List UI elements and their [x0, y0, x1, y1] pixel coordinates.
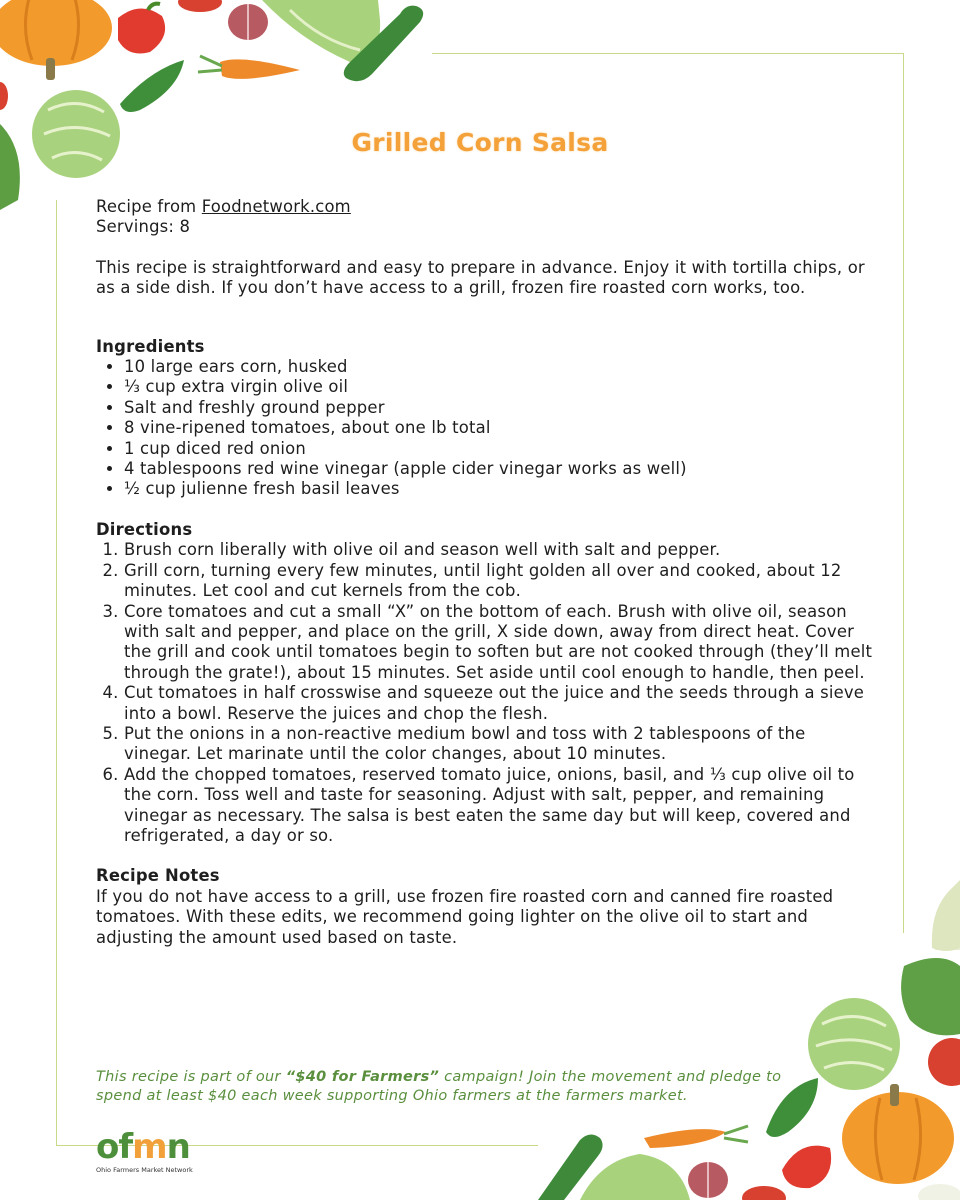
intro-text: This recipe is straightforward and easy to prepare in advance. Enjoy it with tortilla chips, or as a side dish. If you don’t have access to a grill, frozen fire roasted corn works, too. [96, 257, 865, 298]
green-pepper-icon [120, 60, 184, 112]
carrot-icon [198, 56, 300, 79]
campaign-note [96, 1068, 796, 1105]
lettuce-icon [901, 958, 960, 1035]
list-item: 6. Add the chopped tomatoes, reserved tomato juice, onions, basil, and ⅓ cup olive oil to the corn. Toss well and taste for seasoning. Adjust with salt, pepper, and remaining vinegar as necessary. The salsa is best eaten the same day but will keep, covered and refrigerated, a day or so. [124, 765, 876, 847]
directions-list [96, 540, 876, 846]
list-item: • 4 tablespoons red wine vinegar (apple cider vinegar works as well) [124, 459, 876, 479]
list-item: • 8 vine-ripened tomatoes, about one lb total [124, 418, 876, 438]
vegetable-illustration-top-left [0, 0, 440, 210]
servings: Servings: 8 [96, 217, 191, 237]
lettuce-icon [580, 1154, 690, 1200]
frame-left-line [56, 200, 57, 1145]
recipe-title: Grilled Corn Salsa [351, 128, 609, 157]
list-item: • ⅓ cup extra virgin olive oil [124, 377, 876, 397]
source-prefix: Recipe from [96, 197, 202, 216]
tomato-icon [742, 1186, 786, 1200]
recipe-content [96, 197, 876, 948]
campaign-name: “$40 for Farmers” [285, 1069, 440, 1085]
onion-icon [228, 4, 268, 40]
logo-tagline: Ohio Farmers Market Network [96, 1166, 193, 1174]
notes-text: If you do not have access to a grill, use frozen fire roasted corn and canned fire roasted tomatoes. With these edits, we recommend going lighter on the olive oil to start and adjusting the amount used based on taste. [96, 886, 834, 947]
tomato-icon [928, 1038, 960, 1086]
list-item: 1. Brush corn liberally with olive oil and season well with salt and pepper. [124, 540, 876, 560]
list-item: 2. Grill corn, turning every few minutes, until light golden all over and cooked, about 12 minutes. Let cool and cut kernels from the cob. [124, 561, 876, 602]
logo-part-2: m [132, 1127, 167, 1167]
notes-heading: Recipe Notes [96, 866, 220, 886]
list-item: 5. Put the onions in a non-reactive medium bowl and toss with 2 tablespoons of the vinegar. Let marinate until the color changes, about 10 minutes. [124, 724, 876, 765]
red-pepper-icon [782, 1146, 831, 1189]
directions-heading: Directions [96, 519, 193, 539]
logo-part-3: n [166, 1127, 190, 1167]
campaign-suffix: campaign! Join the movement and pledge to spend at least $40 each week supporting Ohio farmers at the farmers market. [96, 1069, 782, 1104]
cabbage-icon [808, 998, 900, 1090]
pumpkin-icon [0, 0, 112, 80]
logo-wordmark [96, 1127, 193, 1167]
list-item: 4. Cut tomatoes in half crosswise and squeeze out the juice and the seeds through a sieve into a bowl. Reserve the juices and chop the flesh. [124, 683, 876, 724]
garlic-icon [918, 1184, 960, 1200]
garlic-icon [932, 880, 960, 951]
ofmn-logo [96, 1127, 193, 1174]
frame-right-line [903, 53, 904, 933]
tomato-icon [178, 0, 222, 12]
campaign-prefix: This recipe is part of our [96, 1069, 286, 1085]
carrot-icon [644, 1126, 748, 1148]
logo-part-1: of [96, 1127, 133, 1167]
list-item: • Salt and freshly ground pepper [124, 398, 876, 418]
ingredients-heading: Ingredients [96, 336, 205, 356]
source-link[interactable]: Foodnetwork.com [201, 197, 351, 216]
ingredients-list [96, 357, 876, 500]
recipe-source [96, 197, 876, 217]
frame-top-line [432, 53, 904, 54]
onion-icon [688, 1162, 728, 1198]
tomato-icon [0, 82, 8, 110]
list-item: 3. Core tomatoes and cut a small “X” on the bottom of each. Brush with olive oil, season with salt and pepper, and place on the grill, X side down, away from direct heat. Cover the grill and cook until tomatoes begin to soften but are not cooked through (they’ll melt through the grate!), about 15 minutes. Set aside until cool enough to handle, then peel. [124, 602, 876, 684]
list-item: • 10 large ears corn, husked [124, 357, 876, 377]
pumpkin-icon [842, 1084, 954, 1184]
list-item: • ½ cup julienne fresh basil leaves [124, 479, 876, 499]
red-pepper-icon [118, 4, 165, 54]
list-item: • 1 cup diced red onion [124, 439, 876, 459]
